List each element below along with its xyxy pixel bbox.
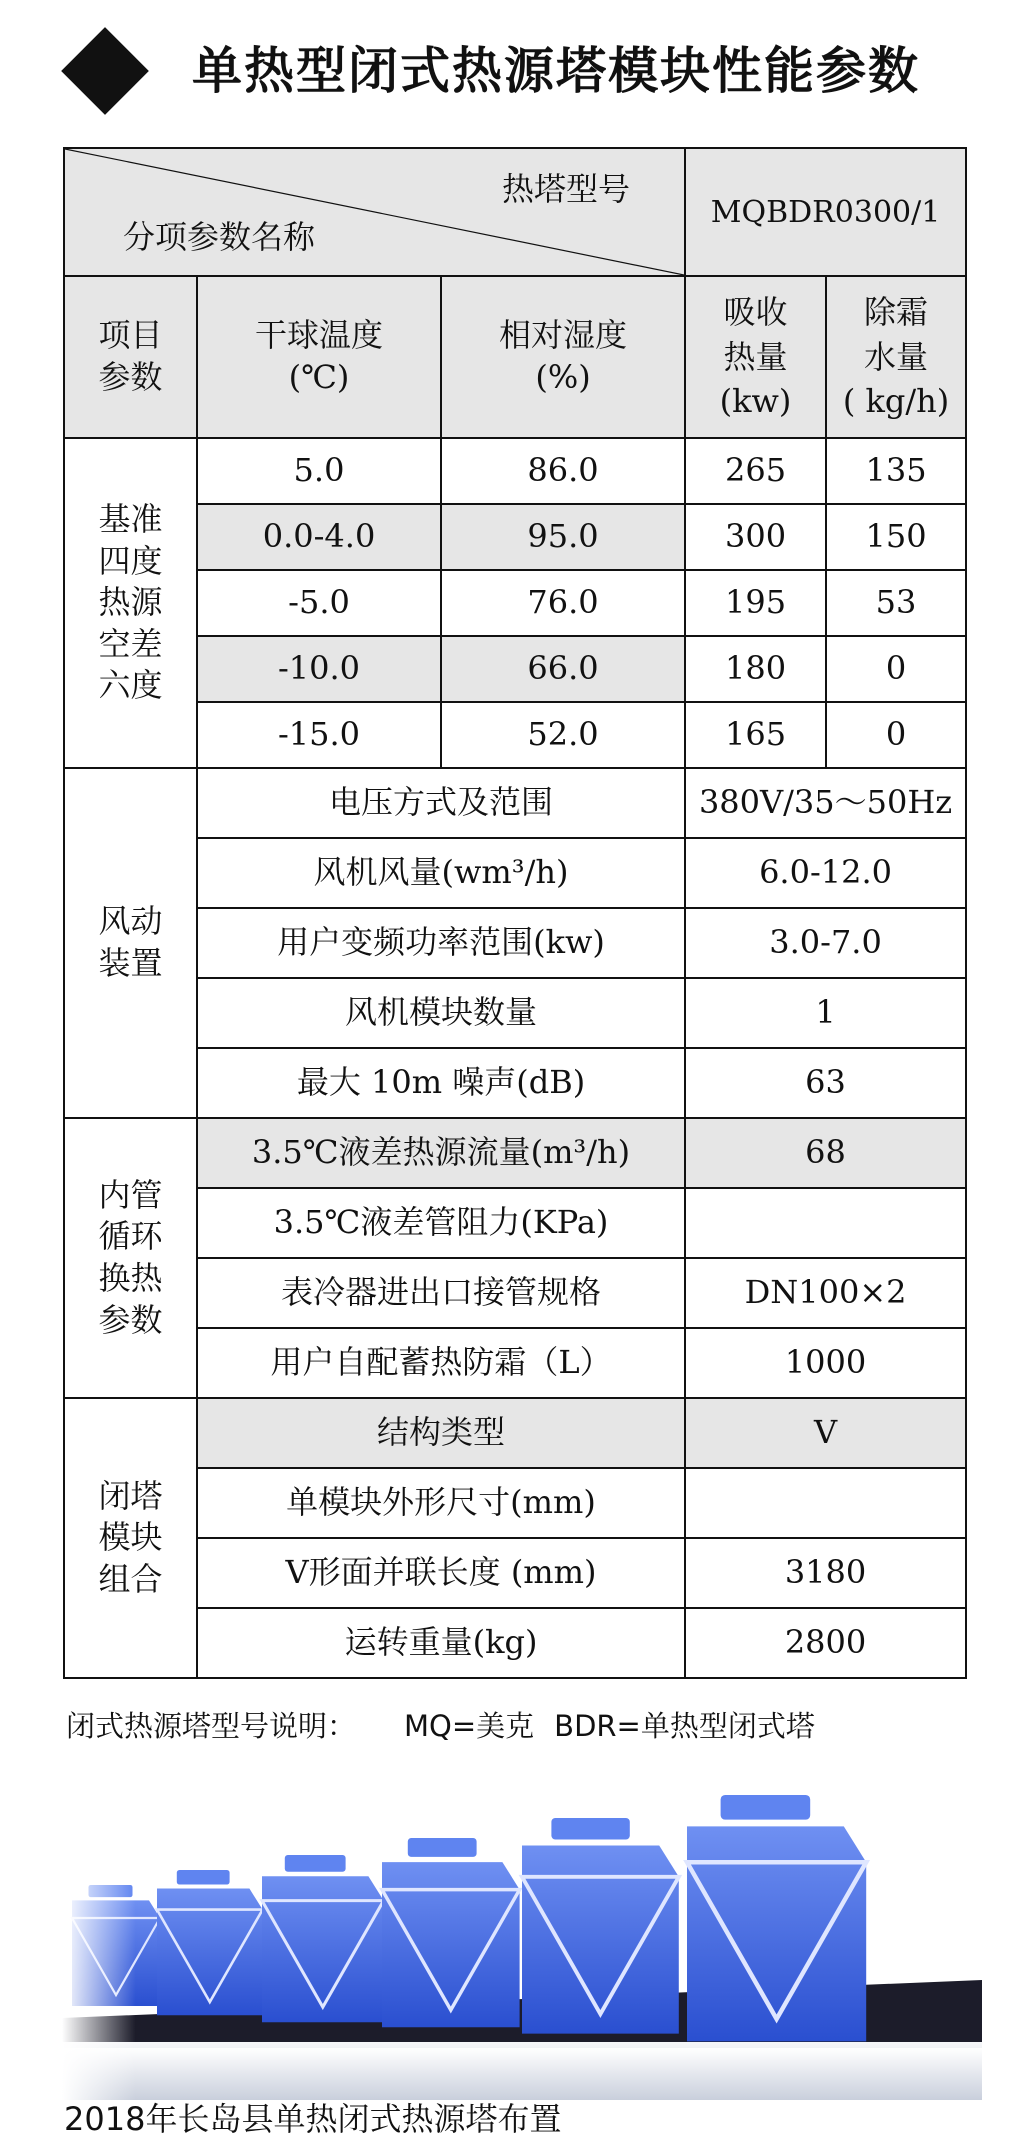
col-heat-absorb: 吸收 热量 (kw) [685,276,826,438]
col-dry-bulb: 干球温度 (℃) [197,276,441,438]
param-value: 380V/35～50Hz [685,768,966,838]
col-item-params: 项目 参数 [64,276,197,438]
param-name: 电压方式及范围 [197,768,685,838]
table-row [64,1538,966,1608]
table-row [64,1398,966,1468]
dry-bulb-cell: -10.0 [197,636,441,702]
humidity-cell: 52.0 [441,702,685,768]
table-row [64,702,966,768]
table-row [64,570,966,636]
diamond-icon [61,27,149,115]
table-row [64,1048,966,1118]
col-humidity: 相对湿度 (%) [441,276,685,438]
section-label-inner-loop: 内管 循环 换热 参数 [64,1118,197,1398]
water-cell: 150 [826,504,966,570]
diagonal-header-cell [64,148,685,276]
water-cell: 135 [826,438,966,504]
heat-cell: 180 [685,636,826,702]
dry-bulb-cell: 0.0-4.0 [197,504,441,570]
param-name: 最大 10m 噪声(dB) [197,1048,685,1118]
water-cell: 0 [826,702,966,768]
dry-bulb-cell: 5.0 [197,438,441,504]
param-name: 3.5℃液差热源流量(m³/h) [197,1118,685,1188]
header-row [64,148,966,276]
water-cell: 53 [826,570,966,636]
param-name-label: 分项参数名称 [123,218,316,257]
table-row [64,504,966,570]
note-mq: MQ=美克 [404,1709,535,1743]
note-prefix: 闭式热源塔型号说明： [66,1709,357,1743]
param-name: 3.5℃液差管阻力(KPa) [197,1188,685,1258]
table-row [64,1188,966,1258]
param-value: 3.0-7.0 [685,908,966,978]
table-row [64,768,966,838]
table-row [64,908,966,978]
photo-caption: 2018年长岛县单热闭式热源塔布置 [64,2100,562,2138]
section-label-baseline: 基准 四度 热源 空差 六度 [64,438,197,768]
page-title: 单热型闭式热源塔模块性能参数 [192,42,920,100]
title-bar [62,26,962,116]
table-row [64,978,966,1048]
dry-bulb-cell: -15.0 [197,702,441,768]
table-row [64,1328,966,1398]
note-bdr: BDR=单热型闭式塔 [554,1709,815,1743]
heat-cell: 265 [685,438,826,504]
table-row [64,1258,966,1328]
model-label: 热塔型号 [502,170,631,208]
table-row [64,1468,966,1538]
param-value: 1000 [685,1328,966,1398]
param-value: 68 [685,1118,966,1188]
heat-cell: 300 [685,504,826,570]
heat-cell: 165 [685,702,826,768]
param-value: 63 [685,1048,966,1118]
model-value: MQBDR0300/1 [685,148,966,276]
table-row [64,1118,966,1188]
col-defrost-water: 除霜 水量 ( kg/h) [826,276,966,438]
param-name: 风机模块数量 [197,978,685,1048]
param-name: 用户变频功率范围(kw) [197,908,685,978]
param-value [685,1468,966,1538]
section-label-tower-module: 闭塔 模块 组合 [64,1398,197,1678]
table-row [64,838,966,908]
table-row [64,1608,966,1678]
column-header-row [64,276,966,438]
param-value: 6.0-12.0 [685,838,966,908]
param-name: V形面并联长度 (mm) [197,1538,685,1608]
param-value: V [685,1398,966,1468]
param-name: 风机风量(wm³/h) [197,838,685,908]
humidity-cell: 86.0 [441,438,685,504]
humidity-cell: 76.0 [441,570,685,636]
table-row [64,438,966,504]
param-value: 2800 [685,1608,966,1678]
param-name: 单模块外形尺寸(mm) [197,1468,685,1538]
param-value: DN100×2 [685,1258,966,1328]
heat-cell: 195 [685,570,826,636]
humidity-cell: 95.0 [441,504,685,570]
section-label-fan: 风动 装置 [64,768,197,1118]
dry-bulb-cell: -5.0 [197,570,441,636]
param-name: 用户自配蓄热防霜（L） [197,1328,685,1398]
humidity-cell: 66.0 [441,636,685,702]
model-note [66,1704,863,1745]
param-name: 结构类型 [197,1398,685,1468]
cooling-tower-photo [62,1780,982,2100]
spec-table [63,147,967,1679]
param-value: 3180 [685,1538,966,1608]
water-cell: 0 [826,636,966,702]
table-row [64,636,966,702]
param-value: 1 [685,978,966,1048]
param-name: 表冷器进出口接管规格 [197,1258,685,1328]
param-name: 运转重量(kg) [197,1608,685,1678]
param-value [685,1188,966,1258]
